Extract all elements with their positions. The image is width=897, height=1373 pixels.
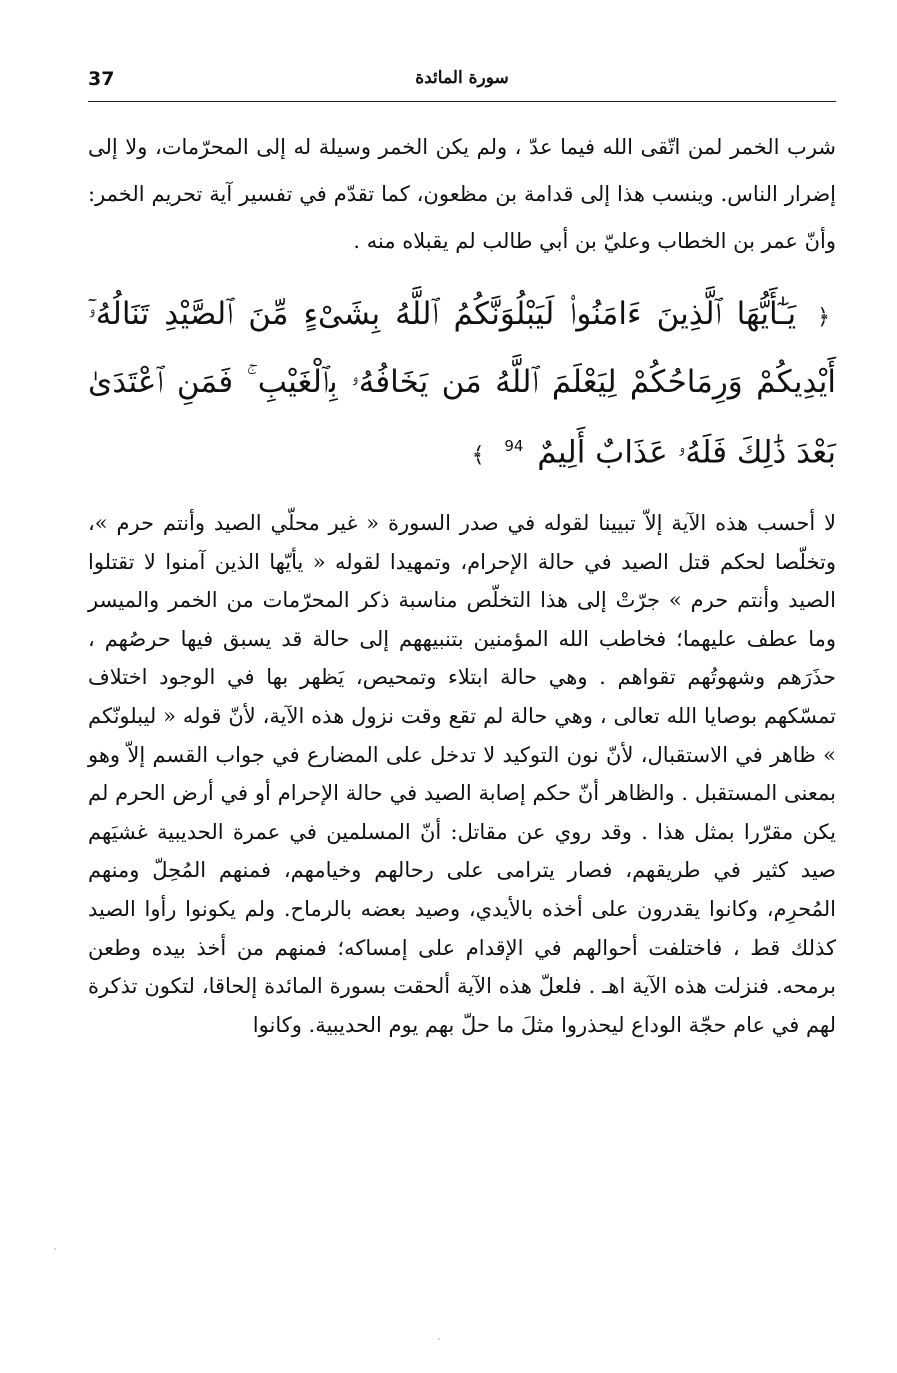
- header-rule: [88, 101, 836, 102]
- quran-verse: [88, 282, 836, 488]
- scan-speck: [54, 1248, 56, 1250]
- commentary-paragraph: لا أحسب هذه الآية إلاّ تبيينا لقوله في صدر السورة « غير محلّي الصيد وأنتم حرم »، وتخلّصا لحكم قتل الصيد في حالة الإحرام، وتمهيدا لقوله « يأيّها الذين آمنوا لا تقتلوا الصيد وأنتم حرم » جرّتْ إلى هذا التخلّص مناسبة ذكر المحرّمات من الخمر والميسر وما عطف عليهما؛ فخاطب الله المؤمنين بتنبيههم إلى حالة قد يسبق فيها حرصُهم ، حذَرَهم وشهوتُهم تقواهم . وهي حالة ابتلاء وتمحيص، يَظهر بها في الوجود اختلاف تمسّكهم بوصايا الله تعالى ، وهي حالة لم تقع وقت نزول هذه الآية، لأنّ قوله « ليبلونّكم » ظاهر في الاستقبال، لأنّ نون التوكيد لا تدخل على المضارع في جواب القسم إلاّ وهو بمعنى المستقبل . والظاهر أنّ حكم إصابة الصيد في حالة الإحرام أو في أرض الحرم لم يكن مقرّرا بمثل هذا . وقد روي عن مقاتل: أنّ المسلمين في عمرة الحديبية غشيَهم صيد كثير في طريقهم، فصار يترامى على رحالهم وخيامهم، فمنهم المُحِلّ ومنهم المُحرِم، وكانوا يقدرون على أخذه بالأيدي، وصيد بعضه بالرماح. ولم يكونوا رأوا الصيد كذلك قط ، فاختلفت أحوالهم في الإقدام على إمساكه؛ فمنهم من أخذ بيده وطعن برمحه. فنزلت هذه الآية اهـ . فلعلّ هذه الآية ألحقت بسورة المائدة إلحاقا، لتكون تذكرة لهم في عام حجّة الوداع ليحذروا مثلَ ما حلّ بهم يوم الحديبية. وكانوا: [88, 511, 836, 1037]
- ayah-number: 94: [504, 437, 524, 455]
- verse-open-bracket: ﴿: [817, 305, 830, 330]
- verse-close-bracket: ﴾: [471, 443, 485, 469]
- page-header: [88, 62, 836, 98]
- intro-paragraph: شرب الخمر لمن اتّقى الله فيما عدّ ، ولم يكن الخمر وسيلة له إلى المحرّمات، ولا إلى إضرار الناس. وينسب هذا إلى قدامة بن مظعون، كما تقدّم في تفسير آية تحريم الخمر: وأنّ عمر بن الخطاب وعليّ بن أبي طالب لم يقبلاه منه .: [88, 135, 836, 253]
- page-number: 37: [88, 68, 115, 90]
- running-title: سورة المائدة: [415, 68, 509, 88]
- verse-text: يَـٰٓأَيُّهَا ٱلَّذِينَ ءَامَنُوا۟ لَيَبْلُوَنَّكُمُ ٱللَّهُ بِشَىْءٍ مِّنَ ٱلصَّيْدِ تَنَالُهُۥٓ أَيْدِيكُمْ وَرِمَاحُكُمْ لِيَعْلَمَ ٱللَّهُ مَن يَخَافُهُۥ بِٱلْغَيْبِ ۚ فَمَنِ ٱعْتَدَىٰ بَعْدَ ذَٰلِكَ فَلَهُۥ عَذَابٌ أَلِيمٌ: [88, 296, 836, 471]
- scan-speck: [438, 1338, 440, 1340]
